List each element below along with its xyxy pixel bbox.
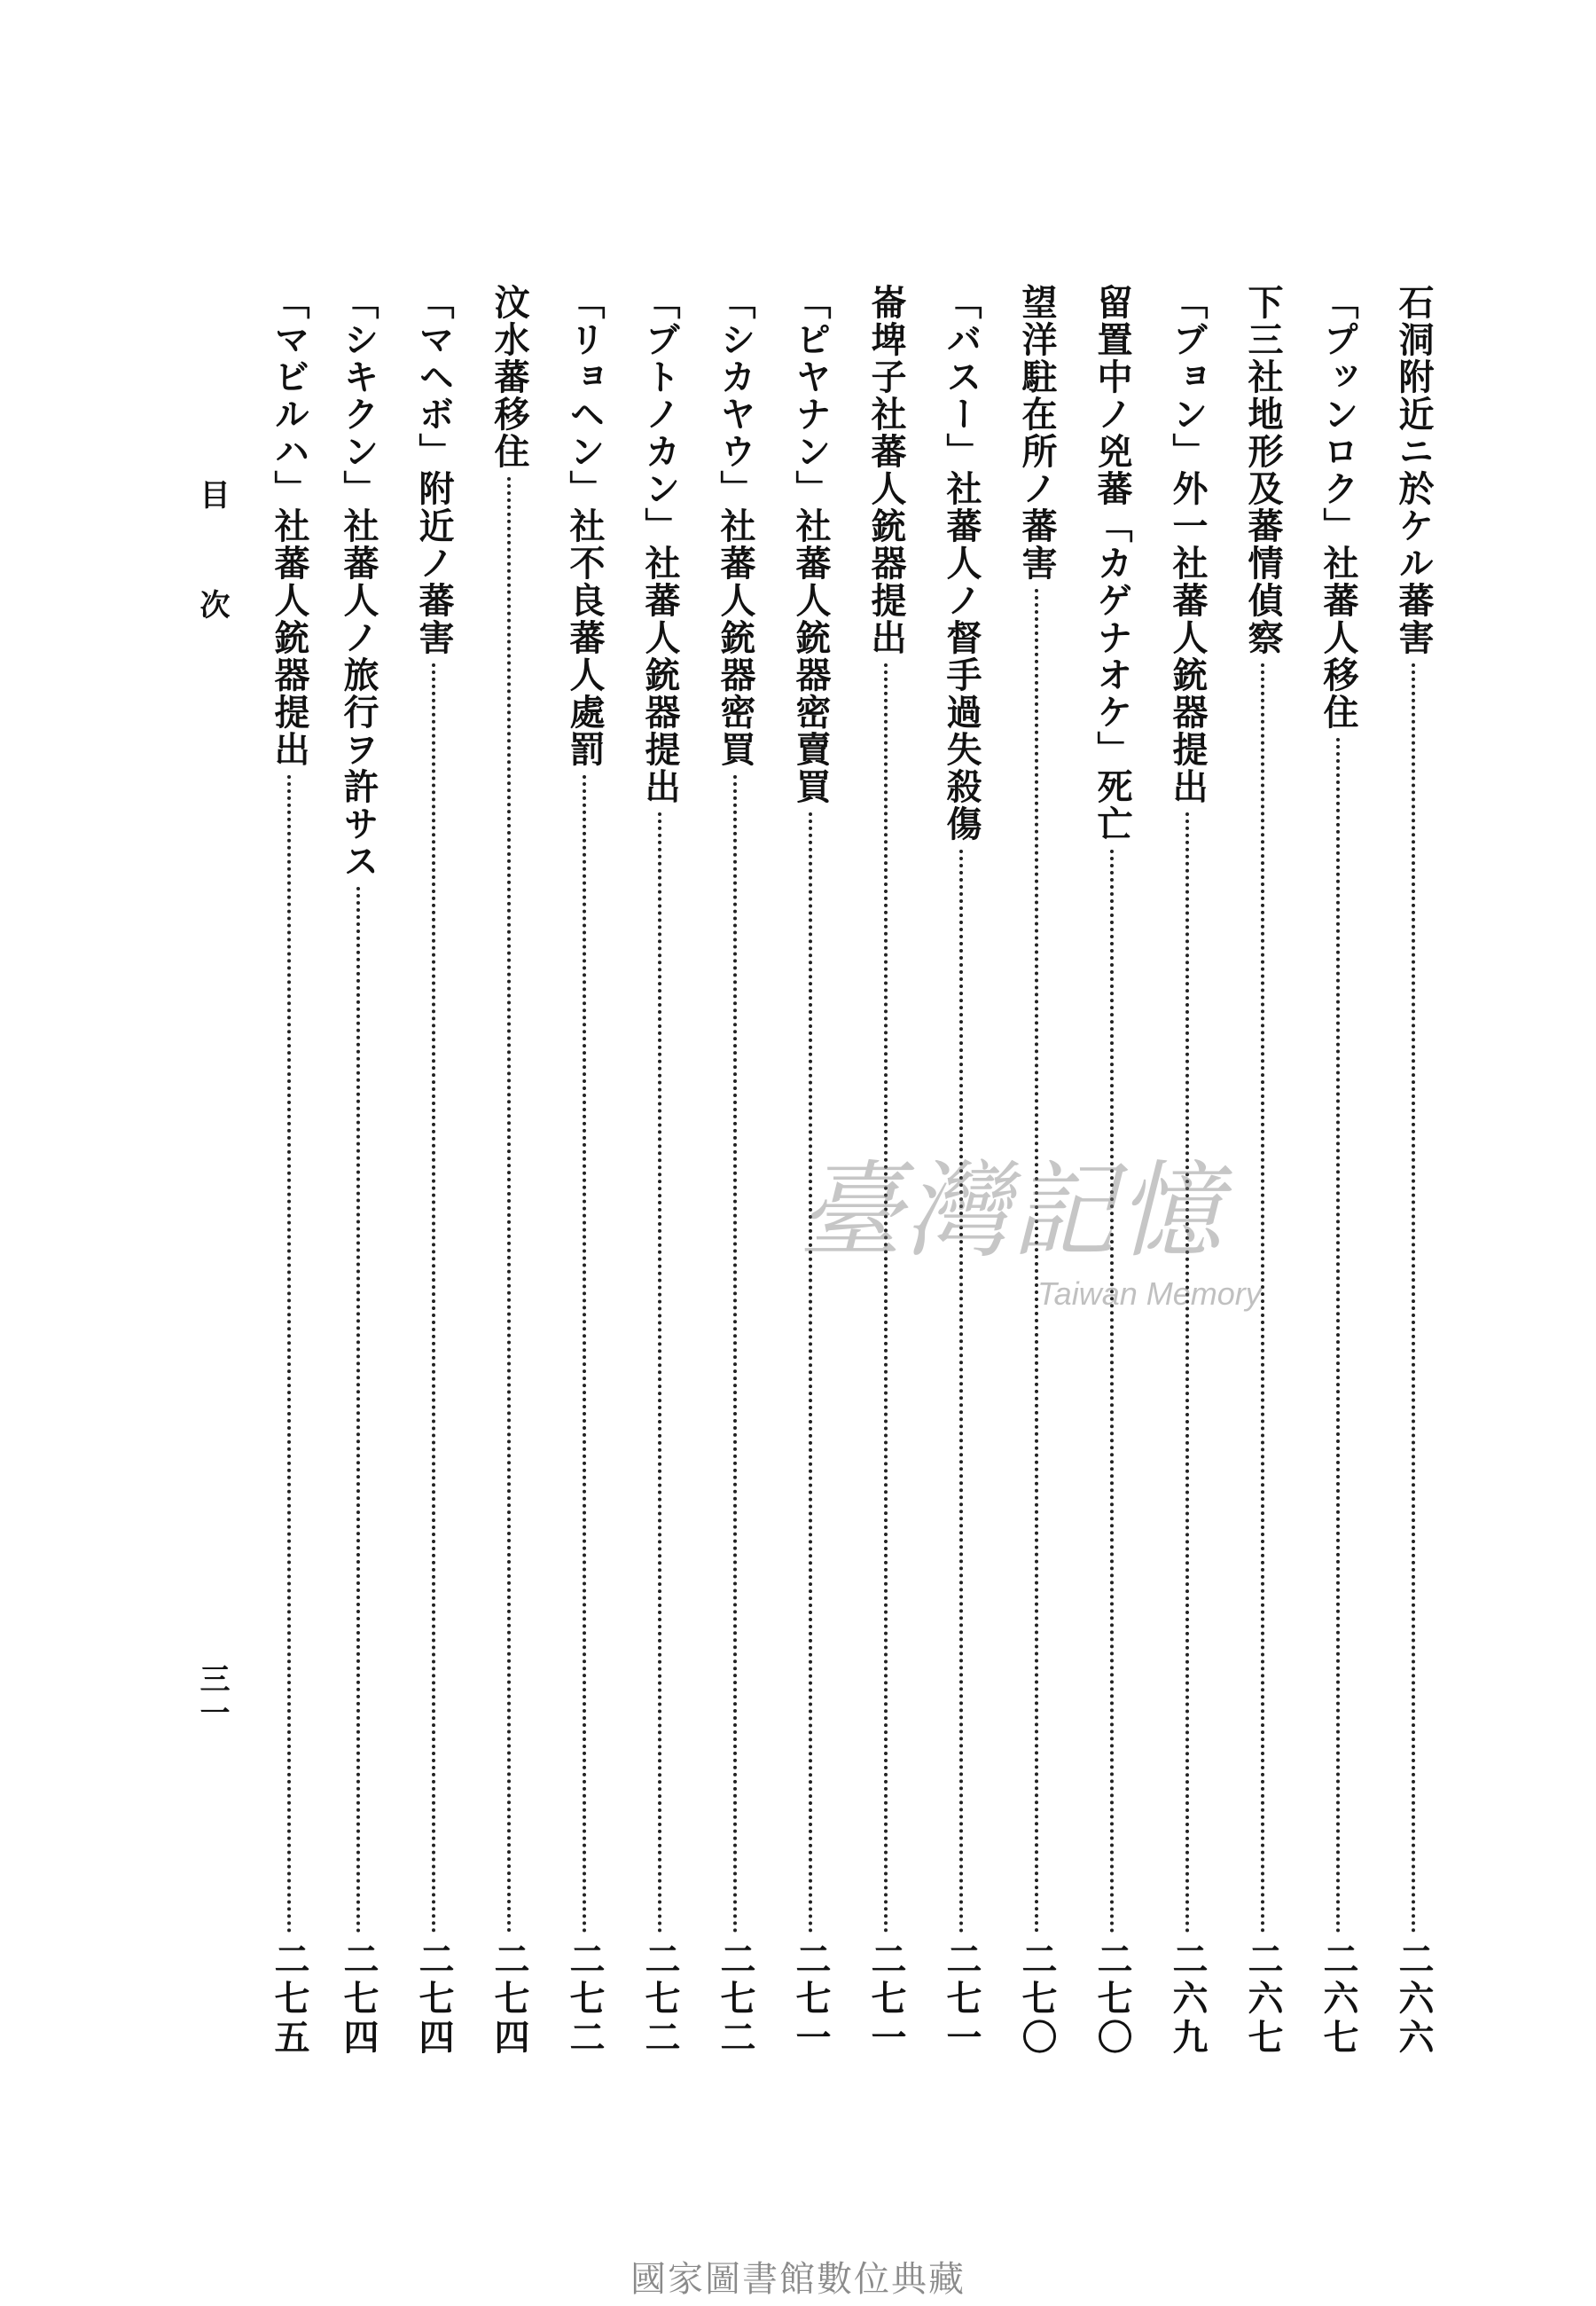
running-head: 目次	[194, 479, 230, 699]
toc-entry-page: 二七四	[489, 1941, 530, 2058]
toc-entry-title: 「ブョン」外一社蕃人銃器提出	[1167, 284, 1209, 805]
toc-entry-page: 二七一	[865, 1941, 907, 2058]
toc-entry-page: 二六九	[1167, 1941, 1209, 2058]
toc-entry-page: 二七二	[639, 1941, 681, 2058]
toc-entry	[335, 284, 381, 2058]
toc-entry	[411, 284, 457, 2058]
toc-entry	[712, 284, 758, 2058]
dot-leader	[658, 812, 661, 1933]
toc-entry-page: 二六七	[1318, 1941, 1359, 2058]
toc-entry	[1390, 284, 1436, 2058]
dot-leader	[1110, 850, 1114, 1933]
dot-leader	[507, 477, 511, 1933]
toc-entry-title: 「マヘボ」附近ノ蕃害	[413, 284, 455, 656]
toc-entry-page: 二七〇	[1016, 1941, 1058, 2058]
toc-entry-title: 望洋駐在所ノ蕃害	[1016, 284, 1058, 582]
toc-entry	[266, 284, 312, 2058]
watermark-text: 臺灣記憶	[798, 1149, 1224, 1272]
toc-entry	[486, 284, 532, 2058]
footer-credit: 國家圖書館數位典藏	[630, 2259, 966, 2300]
dot-leader	[1336, 738, 1340, 1933]
toc-entry-page: 二七一	[941, 1941, 982, 2058]
toc-entry-page: 二六七	[1242, 1941, 1284, 2058]
watermark-subtitle: Taiwan Memory	[1037, 1275, 1262, 1312]
toc-entry-title: 留置中ノ兇蕃「カゲナオケ」死亡	[1091, 284, 1133, 843]
dot-leader	[583, 775, 586, 1933]
toc-entry-title: 「リョヘン」社不良蕃人處罰	[564, 284, 606, 768]
toc-entry	[637, 284, 683, 2058]
toc-entry-page: 二七〇	[1091, 1941, 1133, 2058]
toc-entry-page: 二六六	[1393, 1941, 1435, 2058]
toc-entry-title: 「シカヤウ」社蕃人銃器密買	[715, 284, 756, 768]
dot-leader	[733, 775, 737, 1933]
dot-leader	[1412, 663, 1415, 1933]
page-number: 三一	[194, 1663, 230, 1730]
toc-entry-page: 二七二	[715, 1941, 756, 2058]
dot-leader	[959, 850, 963, 1933]
toc-entry-page: 二七一	[790, 1941, 832, 2058]
toc-entry-title: 崙埤子社蕃人銃器提出	[865, 284, 907, 656]
toc-entry-page: 二七二	[564, 1941, 606, 2058]
toc-entry-title: 石洞附近ニ於ケル蕃害	[1393, 284, 1435, 656]
toc-entry-title: 「ブトノカン」社蕃人銃器提出	[639, 284, 681, 805]
dot-leader	[1185, 812, 1189, 1933]
toc-entry-title: 汶水蕃移住	[489, 284, 530, 470]
toc-entry-page: 二七四	[338, 1941, 379, 2058]
dot-leader	[809, 812, 812, 1933]
toc-entry	[1315, 284, 1361, 2058]
dot-leader	[432, 663, 435, 1933]
toc-entry-title: 「シキクン」社蕃人ノ旅行ヲ許サス	[338, 284, 379, 880]
toc-entry	[561, 284, 607, 2058]
dot-leader	[287, 775, 291, 1933]
toc-entry-title: 「マビルハ」社蕃人銃器提出	[269, 284, 310, 768]
toc-entry-page: 二七五	[269, 1941, 310, 2058]
toc-entry-title: 「プッンロク」社蕃人移住	[1318, 284, 1359, 731]
dot-leader	[356, 887, 360, 1933]
toc-entry-title: 「バスー」社蕃人ノ督手過失殺傷	[941, 284, 982, 843]
toc-entry-title: 下三社地形及蕃情偵察	[1242, 284, 1284, 656]
watermark-logo	[798, 1149, 1295, 1330]
toc-entry-page: 二七四	[413, 1941, 455, 2058]
toc-entry-title: 「ピヤナン」社蕃人銃器密賣買	[790, 284, 832, 805]
